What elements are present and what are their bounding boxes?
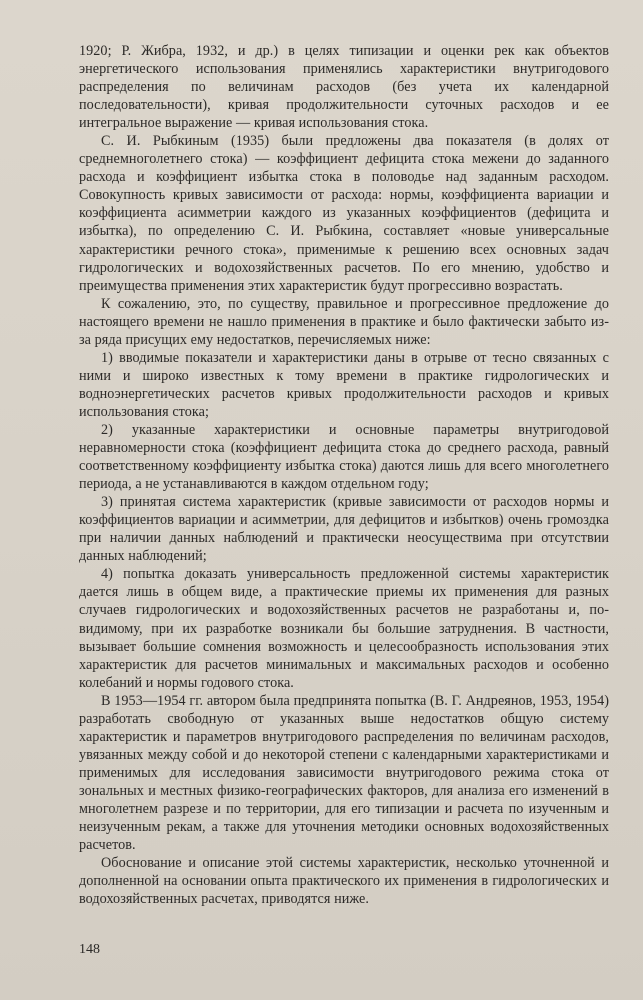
paragraph-rybkin: С. И. Рыбкиным (1935) были предложены два показателя (в долях от среднемноголетнего стока) — коэффициент дефицита стока межени до заданного расхода и коэффициент избытка стока в половодье над заданным расходом. Совокупность кривых зависимости от расхода: нормы, коэффициента вариации и коэффициента асимметрии каждого из указанных коэффициентов (дефицита и избытка), по определению С. И. Рыбкина, составляет «новые универсальные характеристики речного стока», применимые к решению всех основных задач гидрологических и водохозяйственных расчетов. По его мнению, удобство и преимущества применения этих характеристик будут прогрессивно возрастать. [79, 133, 609, 294]
paragraph-shortcomings-intro: К сожалению, это, по существу, правильное и прогрессивное предложение до настоящего времени не нашло применения в практике и было фактически забыто из-за ряда присущих ему недостатков, перечисляемых ниже: [79, 295, 609, 348]
list-item-4: 4) попытка доказать универсальность предложенной системы характеристик дается лишь в общем виде, а практические приемы их применения для разных случаев гидрологических и водохозяйственных расчетов не разработаны и, по-видимому, при их разработке возникали бы большие затруднения. В частности, вызывает большие сомнения возможность и целесообразность использования этих характеристик для расчетов минимальных и максимальных расходов и особенно колебаний и нормы годового стока. [79, 566, 609, 691]
body-text [79, 42, 609, 908]
list-item-1: 1) вводимые показатели и характеристики даны в отрыве от тесно связанных с ними и широко известных к тому времени в практике гидрологических и водноэнергетических расчетов кривых продолжительности расходов и кривых использования стока; [79, 349, 609, 420]
paragraph-conclusion: Обоснование и описание этой системы характеристик, несколько уточненной и дополненной на основании опыта практического их применения в гидрологических и водохозяйственных расчетах, приводятся ниже. [79, 855, 609, 908]
paragraph-continuation: 1920; Р. Жибра, 1932, и др.) в целях типизации и оценки рек как объектов энергетического использования применялись характеристики внутригодового распределения по величинам расходов (без учета их календарной последовательности), кривая продолжительности суточных расходов и ее интегральное выражение — кривая использования стока. [79, 43, 609, 132]
list-item-3: 3) принятая система характеристик (кривые зависимости от расходов нормы и коэффициентов вариации и асимметрии, для дефицитов и избытков) очень громоздка при наличии данных наблюдений и практически неосуществима при отсутствии данных наблюдений; [79, 494, 609, 565]
list-item-2: 2) указанные характеристики и основные параметры внутригодовой неравномерности стока (коэффициент дефицита стока до среднего расхода, равный соответственному коэффициенту избытка стока) даются лишь для всего многолетнего периода, а не устанавливаются в каждом отдельном году; [79, 421, 609, 493]
page-number: 148 [79, 942, 100, 957]
paragraph-author-attempt: В 1953—1954 гг. автором была предпринята попытка (В. Г. Андреянов, 1953, 1954) разработать свободную от указанных выше недостатков общую систему характеристик и параметров внутригодового распределения по величинам расходов, увязанных между собой и до некоторой степени с календарными характеристиками и применимых для исследования зависимости внутригодового режима стока от зональных и местных физико-географических факторов, для анализа его изменений в многолетнем разрезе и по территории, для его типизации и расчета по изученным и неизученным рекам, а также для уточнения методики основных водохозяйственных расчетов. [79, 692, 609, 854]
